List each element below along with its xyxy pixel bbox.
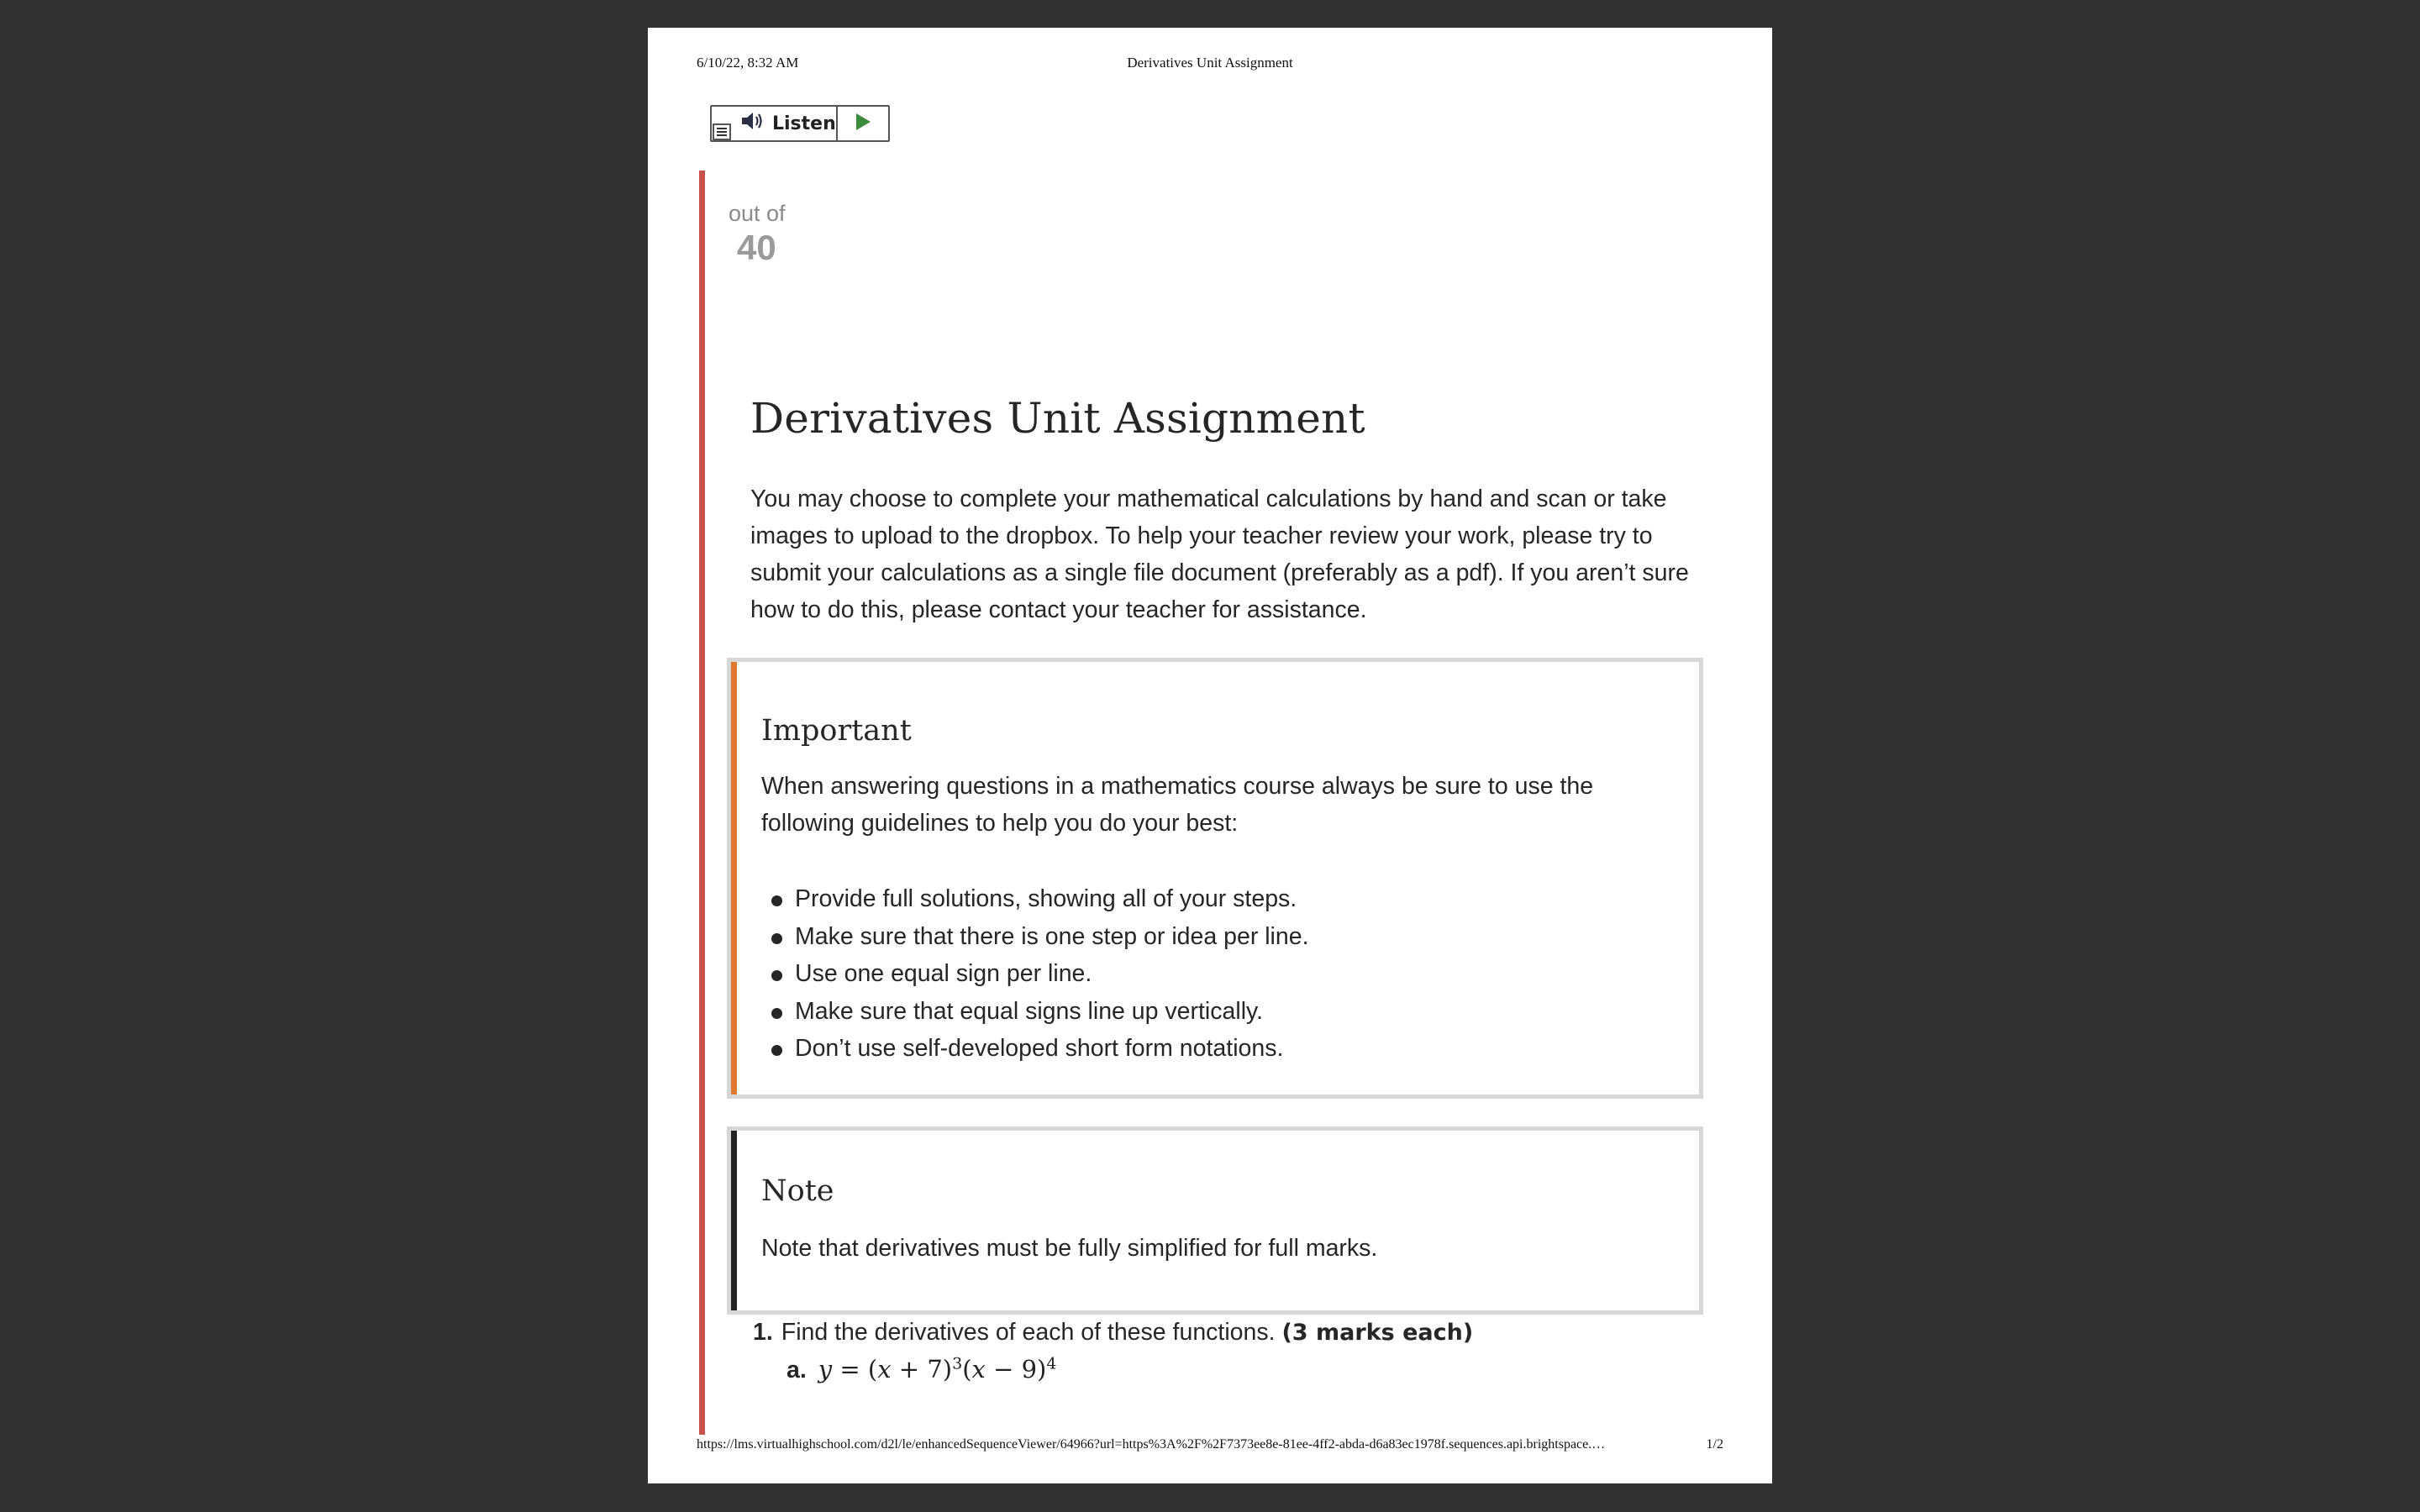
important-heading: Important [761,714,912,748]
important-stripe [731,662,737,1095]
print-footer-page: 1/2 [1706,1437,1723,1452]
question-marks: (3 marks each) [1281,1320,1474,1346]
print-footer-url: https://lms.virtualhighschool.com/d2l/le/enhancedSequenceViewer/64966?url=https%3A%2F%2F7373ee8e-81ee-4ff2-abda-d6a83ec1978f.sequences.api.brightspace.… [697,1437,1606,1452]
question-1 [753,1319,1473,1347]
part-label: a. [786,1356,807,1383]
note-callout [727,1126,1703,1315]
score-value: 40 [737,228,776,267]
score-label: out of [729,201,786,226]
formula: $y = (x + 7)^3(x - 9)^4$ [818,1354,1057,1383]
important-callout [727,658,1703,1099]
question-number: 1. [753,1319,773,1346]
speaker-icon [740,110,765,137]
guidelines-list [761,880,1309,1068]
page-title: Derivatives Unit Assignment [750,394,1365,443]
document-page [648,28,1772,1483]
list-item: Make sure that there is one step or idea per line. [761,918,1309,956]
list-item: Provide full solutions, showing all of your steps. [761,880,1309,918]
play-button[interactable] [838,107,888,140]
list-item: Don’t use self-developed short form notations. [761,1030,1309,1068]
list-item: Use one equal sign per line. [761,955,1309,993]
question-1a [786,1354,1056,1384]
play-icon [855,113,871,135]
listen-label: Listen [772,113,836,134]
menu-icon[interactable] [713,123,731,140]
list-item: Make sure that equal signs line up vertically. [761,993,1309,1031]
accent-bar [699,171,705,1435]
question-text: Find the derivatives of each of these functions. [781,1319,1276,1346]
listen-widget [710,105,890,142]
intro-paragraph: You may choose to complete your mathematical calculations by hand and scan or take images to upload to the dropbox. To help your teacher review your work, please try to submit your calculations as a single file document (preferably as a pdf). If you aren’t sure how to do this, please contact your teacher for assistance. [750,486,1689,623]
note-stripe [731,1131,737,1310]
print-header-title: Derivatives Unit Assignment [1127,55,1293,71]
note-body: Note that derivatives must be fully simplified for full marks. [761,1235,1378,1262]
important-body: When answering questions in a mathematics course always be sure to use the following guidelines to help you do your best: [761,773,1594,837]
print-header-datetime: 6/10/22, 8:32 AM [697,55,799,71]
note-heading: Note [761,1174,834,1208]
